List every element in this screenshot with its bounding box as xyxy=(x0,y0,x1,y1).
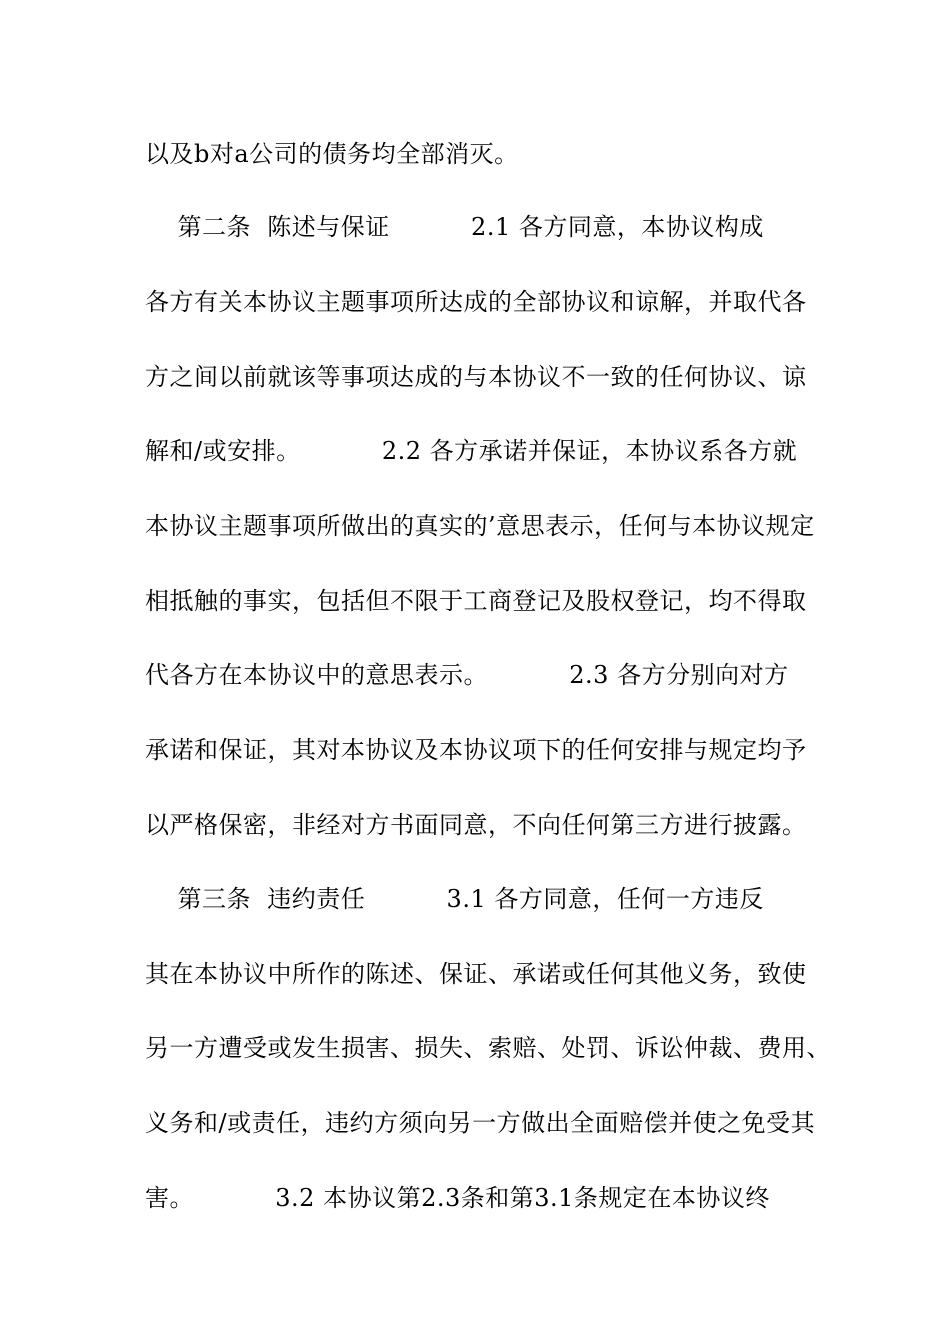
text-line: 以严格保密，非经对方书面同意，不向任何第三方进行披露。 xyxy=(145,811,807,839)
text-line: 其在本协议中所作的陈述、保证、承诺或任何其他义务，致使 xyxy=(145,960,807,988)
text-line: 另一方遭受或发生损害、损失、索赔、处罚、诉讼仲裁、费用、 xyxy=(145,1034,831,1062)
text-line: 义务和/或责任，违约方须向另一方做出全面赔偿并使之免受其 xyxy=(145,1109,816,1137)
text-line: 相抵触的事实，包括但不限于工商登记及股权登记，均不得取 xyxy=(145,587,807,615)
text-line: 害。 3.2 本协议第2.3条和第3.1条规定在本协议终 xyxy=(145,1184,770,1212)
text-line: 承诺和保证，其对本协议及本协议项下的任何安排与规定均予 xyxy=(145,736,807,764)
text-line: 本协议主题事项所做出的真实的’意思表示，任何与本协议规定 xyxy=(145,512,815,540)
text-line: 各方有关本协议主题事项所达成的全部协议和谅解，并取代各 xyxy=(145,288,807,316)
text-line: 以及b对a公司的债务均全部消灭。 xyxy=(145,140,519,168)
text-line: 方之间以前就该等事项达成的与本协议不一致的任何协议、谅 xyxy=(145,363,807,391)
text-line: 解和/或安排。 2.2 各方承诺并保证，本协议系各方就 xyxy=(145,437,798,465)
text-line: 第二条 陈述与保证 2.1 各方同意，本协议构成 xyxy=(145,213,764,241)
text-line: 第三条 违约责任 3.1 各方同意，任何一方违反 xyxy=(145,885,764,913)
text-line: 代各方在本协议中的意思表示。 2.3 各方分别向对方 xyxy=(145,661,789,689)
